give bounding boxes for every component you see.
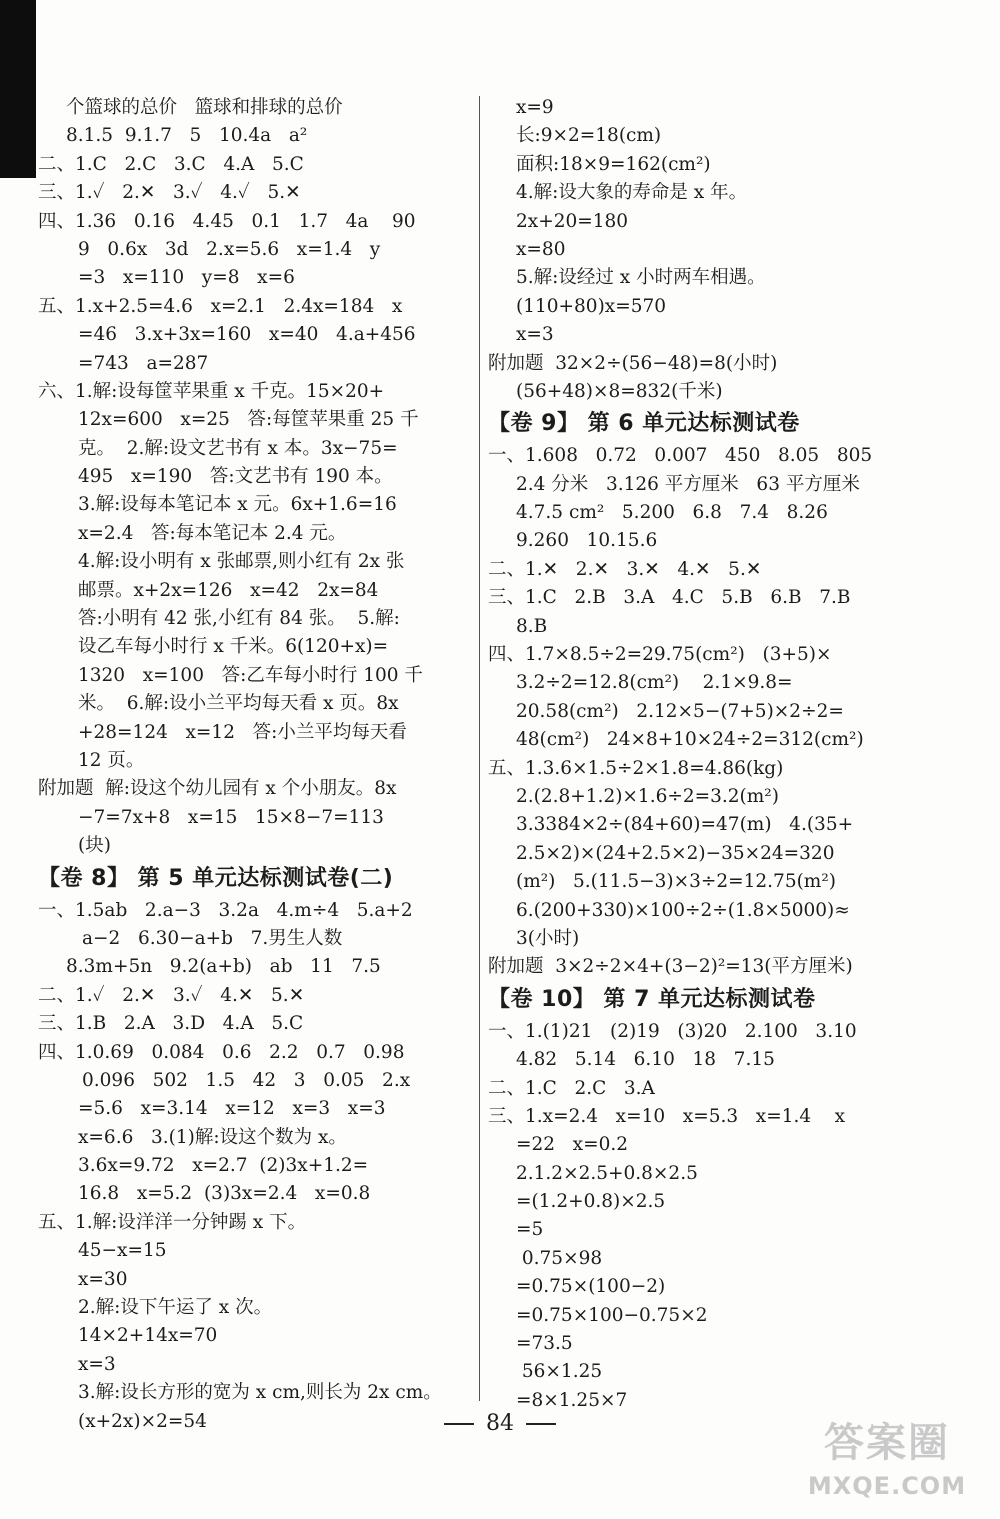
answer-line: (56+48)×8=832(千米) [516, 380, 723, 402]
answer-line: =22 x=0.2 [516, 1134, 629, 1156]
answer-line: 48(cm²) 24×8+10×24÷2=312(cm²) [516, 729, 864, 751]
answer-line: =0.75×100−0.75×2 [516, 1304, 708, 1326]
answer-line: x=3 [516, 324, 554, 346]
watermark-logo [792, 1417, 982, 1509]
answer-line: 个篮球的总价 篮球和排球的总价 [66, 97, 343, 118]
answer-line: 克。 2.解:设文艺书有 x 本。3x−75= [78, 437, 398, 459]
answer-line: 16.8 x=5.2 (3)3x=2.4 x=0.8 [78, 1183, 371, 1205]
answer-line: x=80 [516, 238, 566, 260]
answer-line: 一、1.608 0.72 0.007 450 8.05 805 [488, 445, 873, 467]
answer-line: 3.解:设每本笔记本 x 元。6x+1.6=16 [78, 494, 397, 516]
answer-line: 2.解:设下午运了 x 次。 [78, 1297, 273, 1319]
answer-line: x=3 [78, 1353, 116, 1375]
answer-line: 4.82 5.14 6.10 18 7.15 [516, 1049, 775, 1071]
answer-line: 12 页。 [78, 749, 145, 771]
answer-line: 3.2÷2=12.8(cm²) 2.1×9.8= [516, 672, 793, 694]
answer-line: 长:9×2=18(cm) [516, 125, 662, 147]
answer-line: x=6.6 3.(1)解:设这个数为 x。 [78, 1126, 347, 1148]
section-title: 【卷 10】 第 7 单元达标测试卷 [488, 986, 816, 1012]
answer-line: 6.(200+330)×100÷2÷(1.8×5000)≈ [516, 899, 850, 921]
answer-line: a−2 6.30−a+b 7.男生人数 [82, 927, 343, 949]
answer-line: =8×1.25×7 [516, 1389, 628, 1411]
answer-line: 3(小时) [516, 927, 580, 949]
answer-line: 面积:18×9=162(cm²) [516, 153, 711, 175]
answer-line: 附加题 解:设这个幼儿园有 x 个小朋友。8x [38, 778, 397, 800]
watermark-top: 答案圈 [824, 1420, 950, 1466]
answer-line: =743 a=287 [78, 352, 209, 374]
answer-line: 495 x=190 答:文艺书有 190 本。 [78, 466, 393, 488]
watermark-bottom: MXQE.COM [807, 1472, 967, 1500]
answer-line: x=9 [516, 97, 554, 118]
answer-line: 9 0.6x 3d 2.x=5.6 x=1.4 y [78, 238, 381, 260]
answer-line: −7=7x+8 x=15 15×8−7=113 [78, 806, 384, 828]
answer-line: 五、1.解:设洋洋一分钟踢 x 下。 [38, 1211, 307, 1233]
answer-line: 三、1.x=2.4 x=10 x=5.3 x=1.4 x [488, 1105, 846, 1127]
answer-line: 2.5×2)×(24+2.5×2)−35×24=320 [516, 842, 835, 864]
answer-line: 答:小明有 42 张,小红有 84 张。 5.解: [78, 608, 400, 630]
answer-line: 三、1.C 2.B 3.A 4.C 5.B 6.B 7.B [488, 587, 851, 609]
answer-line: 1320 x=100 答:乙车每小时行 100 千 [78, 664, 423, 686]
answer-line: 二、1.C 2.C 3.A [488, 1077, 655, 1099]
answer-line: 4.7.5 cm² 5.200 6.8 7.4 8.26 [516, 502, 828, 524]
answer-line: 二、1.C 2.C 3.C 4.A 5.C [38, 153, 304, 175]
black-scan-edge [0, 0, 36, 178]
answer-line: (m²) 5.(11.5−3)×3÷2=12.75(m²) [516, 871, 836, 893]
answer-line: 一、1.(1)21 (2)19 (3)20 2.100 3.10 [488, 1020, 857, 1042]
answer-line: 三、1.✓ 2.✕ 3.✓ 4.✓ 5.✕ [38, 182, 301, 204]
answer-line: 五、1.3.6×1.5÷2×1.8=4.86(kg) [488, 757, 784, 779]
answer-line: 二、1.✕ 2.✕ 3.✕ 4.✕ 5.✕ [488, 558, 762, 580]
answer-line: 四、1.36 0.16 4.45 0.1 1.7 4a 90 [38, 210, 416, 232]
section-title: 【卷 9】 第 6 单元达标测试卷 [488, 411, 800, 437]
answer-line: 20.58(cm²) 2.12×5−(7+5)×2÷2= [516, 700, 844, 722]
answer-line: =5.6 x=3.14 x=12 x=3 x=3 [78, 1098, 386, 1120]
answer-line: 三、1.B 2.A 3.D 4.A 5.C [38, 1013, 304, 1035]
answer-line: 12x=600 x=25 答:每筐苹果重 25 千 [78, 409, 419, 431]
answer-line: =0.75×(100−2) [516, 1276, 666, 1298]
answer-line: =(1.2+0.8)×2.5 [516, 1191, 666, 1213]
answer-line: x=30 [78, 1268, 128, 1290]
answer-line: (x+2x)×2=54 [78, 1410, 207, 1432]
answer-line: 2x+20=180 [516, 210, 629, 232]
answer-line: 米。 6.解:设小兰平均每天看 x 页。8x [78, 693, 399, 715]
answer-line: 3.解:设长方形的宽为 x cm,则长为 2x cm。 [78, 1382, 442, 1404]
answer-line: =5 [516, 1219, 544, 1241]
answer-line: 2.4 分米 3.126 平方厘米 63 平方厘米 [516, 473, 860, 495]
answer-line: 附加题 3×2÷2×4+(3−2)²=13(平方厘米) [488, 956, 853, 978]
answer-line: 8.1.5 9.1.7 5 10.4a a² [66, 125, 308, 147]
answer-line: 二、1.✓ 2.✕ 3.✓ 4.✕ 5.✕ [38, 984, 305, 1006]
answer-line: 8.3m+5n 9.2(a+b) ab 11 7.5 [66, 956, 381, 978]
answer-line: (块) [78, 835, 111, 857]
section-title: 【卷 8】 第 5 单元达标测试卷(二) [38, 865, 394, 891]
answer-line: 4.解:设大象的寿命是 x 年。 [516, 182, 748, 204]
answer-line: 附加题 32×2÷(56−48)=8(小时) [488, 352, 778, 374]
answer-line: x=2.4 答:每本笔记本 2.4 元。 [78, 522, 347, 544]
page-number-text: 84 [486, 1411, 514, 1436]
answer-line: +28=124 x=12 答:小兰平均每天看 [78, 721, 407, 743]
answer-line: 45−x=15 [78, 1240, 167, 1262]
answer-line: 设乙车每小时行 x 千米。6(120+x)= [78, 636, 389, 658]
answer-line: 5.解:设经过 x 小时两车相遇。 [516, 267, 766, 289]
answer-line: 56×1.25 [516, 1361, 603, 1383]
answer-line: =3 x=110 y=8 x=6 [78, 267, 295, 289]
answer-line: 四、1.7×8.5÷2=29.75(cm²) (3+5)× [488, 644, 832, 666]
answer-line: 14×2+14x=70 [78, 1325, 218, 1347]
answer-line: 2.(2.8+1.2)×1.6÷2=3.2(m²) [516, 785, 779, 807]
left-column [38, 94, 470, 1436]
answer-line: (110+80)x=570 [516, 295, 667, 317]
answer-line: 3.3384×2÷(84+60)=47(m) 4.(35+ [516, 814, 854, 836]
answer-line: 五、1.x+2.5=4.6 x=2.1 2.4x=184 x [38, 295, 403, 317]
answer-line: 六、1.解:设每筐苹果重 x 千克。15×20+ [38, 380, 385, 402]
answer-line: 8.B [516, 615, 548, 637]
column-divider [479, 96, 480, 1401]
answer-line: 9.260 10.15.6 [516, 530, 658, 552]
answer-line: 邮票。x+2x=126 x=42 2x=84 [78, 579, 379, 601]
answer-line: 0.75×98 [516, 1247, 603, 1269]
answer-line: 0.096 502 1.5 42 3 0.05 2.x [82, 1069, 411, 1091]
answer-line: 2.1.2×2.5+0.8×2.5 [516, 1162, 698, 1184]
right-column [488, 94, 950, 1415]
answer-line: 一、1.5ab 2.a−3 3.2a 4.m÷4 5.a+2 [38, 899, 413, 921]
answer-line: =46 3.x+3x=160 x=40 4.a+456 [78, 324, 416, 346]
answer-line: =73.5 [516, 1333, 573, 1355]
answer-line: 四、1.0.69 0.084 0.6 2.2 0.7 0.98 [38, 1041, 405, 1063]
answer-line: 4.解:设小明有 x 张邮票,则小红有 2x 张 [78, 551, 405, 573]
answer-line: 3.6x=9.72 x=2.7 (2)3x+1.2= [78, 1155, 369, 1177]
